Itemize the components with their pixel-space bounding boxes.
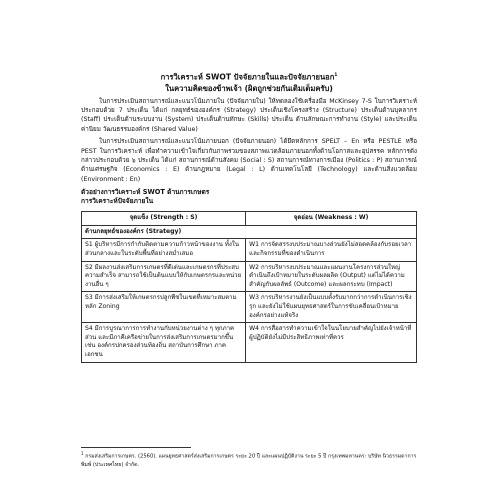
weakness-cell: W4 การสื่อสารทำความเข้าใจในนโยบายสำคัญไปยังเจ้าหน้าที่ผู้ปฏิบัติยังไม่มีประสิทธิภาพเท่าที่ควร: [246, 323, 417, 362]
footnote-text: กรมส่งเสริมการเกษตร. (2560). แผนยุทธศาสตร์ส่งเสริมการเกษตร ระยะ 20 ปี และแผนปฏิบัติงาน ระยะ 5 ปี กรุงเทพมหานคร: บริษัท นิวธรรมดาการพิมพ์ (ประเทศไทย) จำกัด.: [81, 453, 417, 468]
table-header-row: [82, 212, 417, 226]
table-row: [82, 292, 417, 323]
table-row: [82, 261, 417, 292]
header-weakness: จุดอ่อน (Weakness : W): [246, 212, 417, 226]
document-title: [81, 70, 417, 94]
strength-cell: S1 ผู้บริหารมีการกำกับติดตามความก้าวหน้าของงาน ทั้งในส่วนกลางและในระดับพื้นที่อย่างสม่ำเสมอ: [82, 239, 246, 261]
footnote-mark: 1: [81, 451, 84, 456]
weakness-cell: W2 การบริหารงบประมาณและแผนงานโครงการส่วนใหญ่ดำเนินถึงเป้าหมายในระดับผลผลิต (Output) แต่ไม่ได้ความสำคัญกับผลลัพธ์ (Outcome) และผลกระทบ (Impact): [246, 261, 417, 292]
footnote: [81, 450, 425, 469]
subheading-line-1: ตัวอย่างการวิเคราะห์ SWOT ด้านการเกษตร: [81, 188, 210, 197]
header-strength: จุดแข็ง (Strength : S): [82, 212, 246, 226]
paragraph-internal-factors: ในการประเมินสถานการณ์และแนวโน้มภายใน (ปัจจัยภายใน) ให้ทดลองใช้เครื่องมือ McKinsey 7-S ในการวิเคราะห์ประกอบด้วย 7 ประเด็น ได้แก่ กลยุทธ์ขององค์กร (Strategy) ประเด็นเชิงโครงสร้าง (Structure) ประเด็นด้านบุคลากร (Staff) ประเด็นด้านระบบงาน (System) ประเด็นด้านทักษะ (Skills) ประเด็น ด้านลักษณะการทำงาน (Style) และประเด็นค่านิยม วัฒนธรรมองค์กร (Shared Value): [81, 97, 417, 133]
section-label-strategy: ด้านกลยุทธ์ขององค์กร (Strategy): [82, 225, 417, 239]
footnote-divider: [81, 447, 191, 448]
table-row: [82, 323, 417, 362]
title-footnote-mark: 1: [334, 73, 338, 78]
strength-cell: S3 มีการส่งเสริมให้เกษตรกรปลูกพืชในเขตที่เหมาะสมตามหลัก Zoning: [82, 292, 246, 323]
table-section-row: [82, 225, 417, 239]
weakness-cell: W1 การจัดสรรงบประมาณบางส่วนยังไม่สอดคล้องกับรอยเวลาและกิจกรรมที่ของดำเนินการ: [246, 239, 417, 261]
strength-cell: S4 มีการบูรณาการการทำงานกับหน่วยงานต่าง ๆ ทุกภาคส่วน และมีภาคีเครือข่ายในการส่งเสริมการเกษตรมากขึ้น เช่น องค์กรปกครองส่วนท้องถิ่น สถาบันการศึกษา ภาคเอกชน: [82, 323, 246, 362]
swot-table: [81, 211, 417, 362]
subheading-line-2: การวิเคราะห์ปัจจัยภายใน: [81, 197, 154, 206]
title-line-2: ในความคิดของข้าพเจ้า (ผิดถูกช่วยกันเติมเต็มครับ): [165, 83, 333, 93]
paragraph-external-factors: ในการประเมินสถานการณ์และแนวโน้มภายนอก (ปัจจัยภายนอก) ได้ยึดหลักการ SPELT – En หรือ PESTLE หรือ PEST ในการวิเคราะห์ เพื่อทำความเข้าใจเกี่ยวกับภาพรวมของสภาพแวดล้อมภายนอกทั้งด้านโอกาสและอุปสรรค หลักการดังกล่าวประกอบด้วย ๖ ประเด็น ได้แก่ สถานการณ์ด้านสังคม (Social : S) สถานการณ์ทางการเมือง (Politics : P) สถานการณ์ด้านเศรษฐกิจ (Economics : E) ด้านกฎหมาย (Legal : L) ด้านเทคโนโลยี (Technology) และด้านสิ่งแวดล้อม (Environment : En): [81, 138, 417, 183]
table-row: [82, 239, 417, 261]
section-subheading: [81, 188, 417, 206]
title-line-1: การวิเคราะห์ SWOT ปัจจัยภายในและปัจจัยภายนอก: [160, 72, 335, 82]
strength-cell: S2 มีผลงานส่งเสริมการเกษตรที่ดีเด่นและเกษตรกรที่ประสบความสำเร็จ สามารถใช้เป็นต้นแบบให้กับเกษตรกรและหน่วยงานอื่น ๆ: [82, 261, 246, 292]
weakness-cell: W3 การบริหารงานยังเป็นแบบตั้งรับมากกว่าการดำเนินการเชิงรุก และยังไม่ใช้แผนยุทธศาสตร์ในการขับเคลื่อนเป้าหมายองค์กรอย่างแท้จริง: [246, 292, 417, 323]
